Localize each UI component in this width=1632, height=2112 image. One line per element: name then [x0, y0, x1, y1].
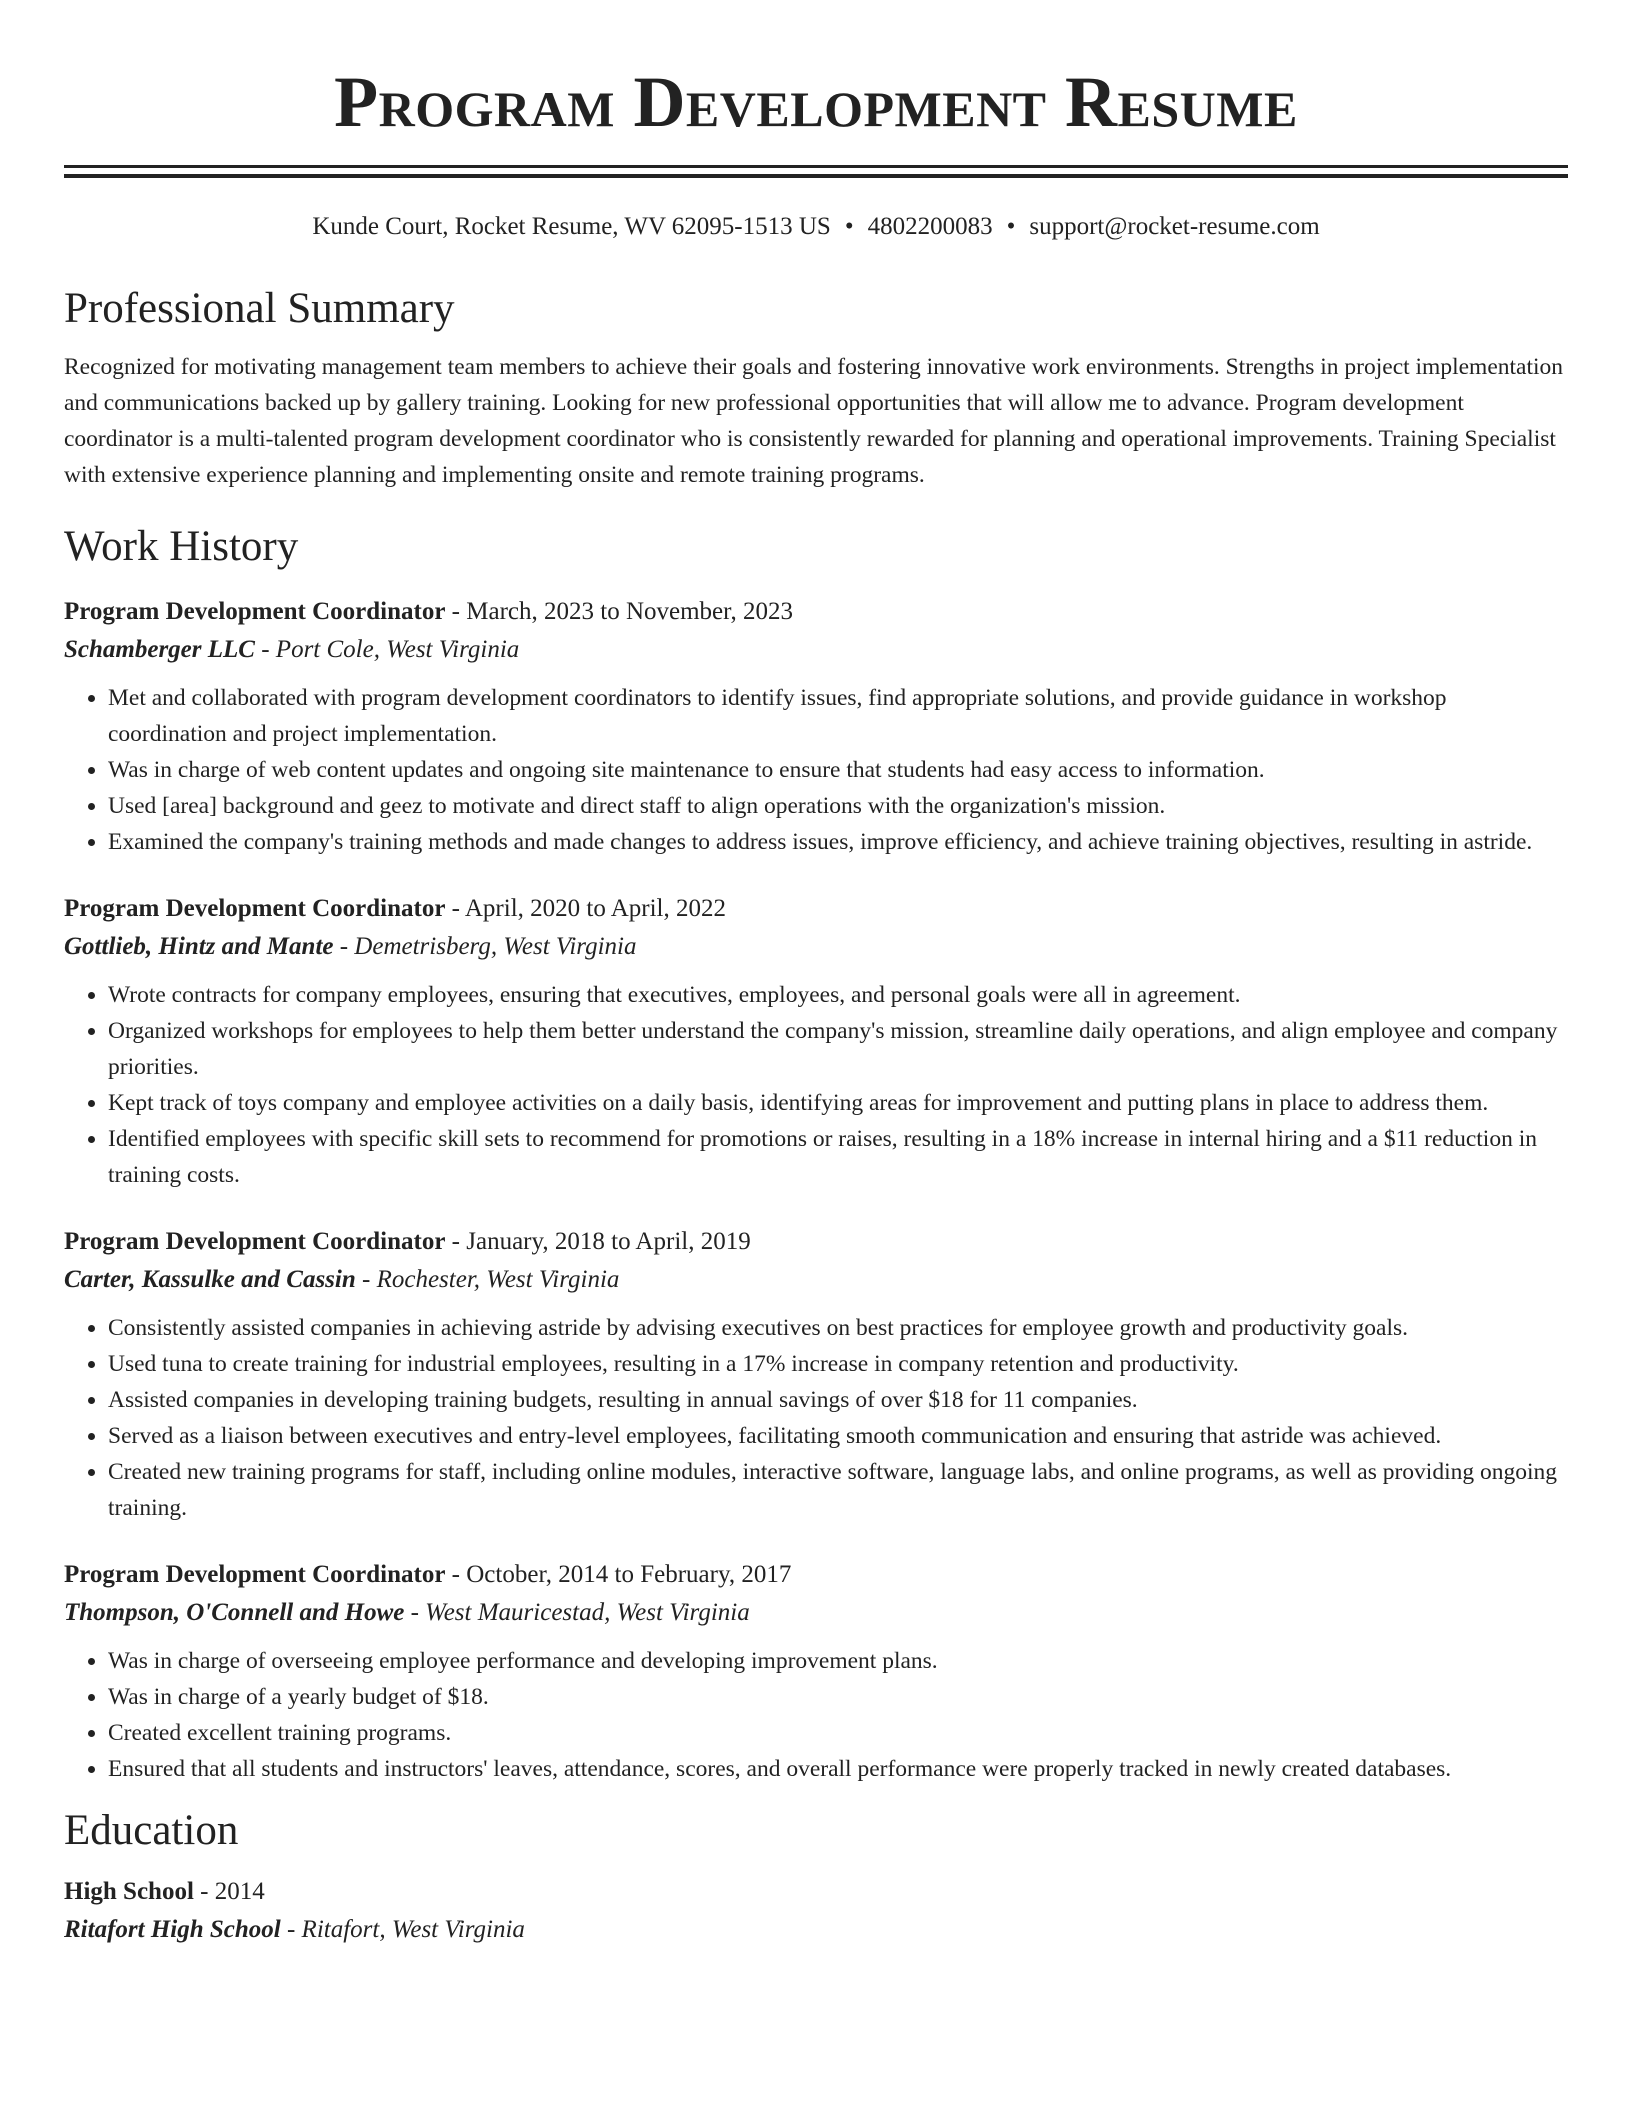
job-bullet: • Consistently assisted companies in achieving astride by advising executives on best practices for employee growth and productivity goals. — [108, 1310, 1568, 1346]
job-bullets — [64, 1643, 1568, 1787]
education-heading: Education — [64, 1807, 239, 1854]
job-bullet: • Served as a liaison between executives and entry-level employees, facilitating smooth communication and ensuring that astride was achieved. — [108, 1418, 1568, 1454]
school-line — [64, 1911, 1568, 1949]
job-entry — [64, 890, 1568, 1193]
summary-text: Recognized for motivating management team members to achieve their goals and fostering innovative work environments. Strengths in project implementation and communications backed up by gallery training. Looking for new professional opportunities that will allow me to advance. Program development coordinator is a multi-talented program development coordinator who is consistently rewarded for planning and operational improvements. Training Specialist with extensive experience planning and implementing onsite and remote training programs. — [64, 354, 1564, 488]
work-history-heading: Work History — [64, 523, 299, 570]
job-title-line — [64, 1556, 1568, 1594]
job-dates: - October, 2014 to February, 2017 — [445, 1561, 792, 1588]
job-bullet: • Identified employees with specific skill sets to recommend for promotions or raises, resulting in a 18% increase in internal hiring and a $11 reduction in training costs. — [108, 1121, 1568, 1193]
job-bullet: • Organized workshops for employees to help them better understand the company's mission, streamline daily operations, and align employee and company priorities. — [108, 1013, 1568, 1085]
job-title: Program Development Coordinator — [64, 598, 446, 625]
summary-heading: Professional Summary — [64, 285, 455, 332]
company-location: - Port Cole, West Virginia — [254, 636, 520, 663]
job-bullet: • Used [area] background and geez to motivate and direct staff to align operations with the organization's mission. — [108, 788, 1568, 824]
company-name: Carter, Kassulke and Cassin — [64, 1266, 356, 1293]
job-bullet: • Used tuna to create training for industrial employees, resulting in a 17% increase in company retention and productivity. — [108, 1346, 1568, 1382]
job-bullet: • Created excellent training programs. — [108, 1715, 1568, 1751]
job-bullet: • Was in charge of web content updates and ongoing site maintenance to ensure that students had easy access to information. — [108, 752, 1568, 788]
job-entry — [64, 1556, 1568, 1787]
company-line — [64, 1261, 1568, 1299]
company-name: Thompson, O'Connell and Howe — [64, 1599, 405, 1626]
degree-line — [64, 1873, 1568, 1911]
job-bullet: • Ensured that all students and instructors' leaves, attendance, scores, and overall performance were properly tracked in newly created databases. — [108, 1751, 1568, 1787]
job-title-line — [64, 890, 1568, 928]
degree-name: High School — [64, 1878, 194, 1905]
job-bullets — [64, 680, 1568, 860]
company-name: Schamberger LLC — [64, 636, 255, 663]
resume-title: Program Development Resume — [334, 62, 1298, 142]
job-bullets — [64, 977, 1568, 1193]
job-bullet: • Examined the company's training methods and made changes to address issues, improve efficiency, and achieve training objectives, resulting in astride. — [108, 824, 1568, 860]
job-bullet: • Was in charge of overseeing employee performance and developing improvement plans. — [108, 1643, 1568, 1679]
school-location: - Ritafort, West Virginia — [280, 1916, 525, 1943]
contact-separator: • — [1006, 213, 1016, 240]
education-entry — [64, 1873, 1568, 1949]
contact-phone: 4802200083 — [867, 213, 993, 240]
school-name: Ritafort High School — [64, 1916, 281, 1943]
contact-email[interactable]: support@rocket-resume.com — [1029, 213, 1320, 240]
company-location: - Rochester, West Virginia — [355, 1266, 620, 1293]
title-divider-bottom — [64, 174, 1568, 178]
job-bullet: • Wrote contracts for company employees, ensuring that executives, employees, and personal goals were all in agreement. — [108, 977, 1568, 1013]
job-entry — [64, 593, 1568, 860]
job-dates: - March, 2023 to November, 2023 — [445, 598, 793, 625]
company-line — [64, 631, 1568, 669]
job-bullet: • Created new training programs for staff, including online modules, interactive software, language labs, and online programs, as well as providing ongoing training. — [108, 1454, 1568, 1526]
job-title-line — [64, 593, 1568, 631]
company-name: Gottlieb, Hintz and Mante — [64, 933, 334, 960]
job-bullet: • Met and collaborated with program development coordinators to identify issues, find appropriate solutions, and provide guidance in workshop coordination and project implementation. — [108, 680, 1568, 752]
company-line — [64, 1594, 1568, 1632]
job-dates: - April, 2020 to April, 2022 — [445, 895, 726, 922]
job-bullet: • Assisted companies in developing training budgets, resulting in annual savings of over $18 for 11 companies. — [108, 1382, 1568, 1418]
job-title: Program Development Coordinator — [64, 1228, 446, 1255]
job-title: Program Development Coordinator — [64, 1561, 446, 1588]
contact-line — [64, 211, 1568, 243]
job-bullet: • Was in charge of a yearly budget of $18. — [108, 1679, 1568, 1715]
company-line — [64, 928, 1568, 966]
company-location: - Demetrisberg, West Virginia — [333, 933, 637, 960]
company-location: - West Mauricestad, West Virginia — [404, 1599, 750, 1626]
job-title: Program Development Coordinator — [64, 895, 446, 922]
job-entry — [64, 1223, 1568, 1526]
job-dates: - January, 2018 to April, 2019 — [445, 1228, 751, 1255]
title-divider-top — [64, 165, 1568, 168]
job-bullet: • Kept track of toys company and employee activities on a daily basis, identifying areas for improvement and putting plans in place to address them. — [108, 1085, 1568, 1121]
contact-separator: • — [844, 213, 854, 240]
degree-year: - 2014 — [193, 1878, 265, 1905]
job-title-line — [64, 1223, 1568, 1261]
job-bullets — [64, 1310, 1568, 1526]
contact-address: Kunde Court, Rocket Resume, WV 62095-1513 US — [312, 213, 831, 240]
